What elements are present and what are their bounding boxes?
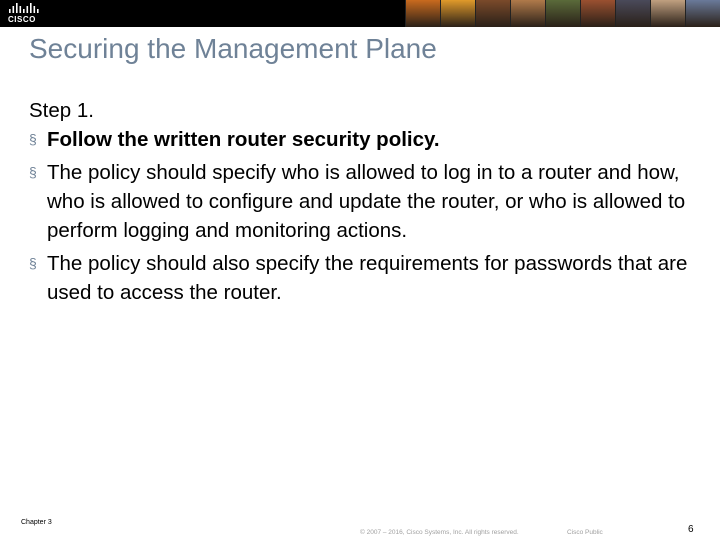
bullet-marker: § [29,131,37,147]
page-number: 6 [688,524,694,535]
bullet-item-3 [29,249,699,307]
header-photo-2 [440,0,475,27]
cisco-bridge-icon [8,3,42,14]
classification-label: Cisco Public [567,529,603,536]
cisco-logo [8,3,42,25]
bullet-marker: § [29,164,37,180]
header-photo-4 [510,0,545,27]
slide-body [29,96,699,311]
bullet-marker: § [29,255,37,271]
bullet-text: The policy should specify who is allowed to log in to a router and how, who is allowed to configure and update the router, or who is allowed to perform logging and monitoring actions. [47,161,686,242]
chapter-label: Chapter 3 [21,519,52,526]
top-banner [0,0,720,27]
header-photo-strip [405,0,720,27]
step-label: Step 1. [29,99,94,122]
copyright-text: © 2007 – 2016, Cisco Systems, Inc. All rights reserved. [360,529,519,536]
header-photo-9 [685,0,720,27]
header-photo-8 [650,0,685,27]
slide-title: Securing the Management Plane [29,33,437,64]
bullet-text: Follow the written router security policy. [47,128,440,151]
bullet-item-1 [29,125,699,154]
header-photo-6 [580,0,615,27]
header-photo-3 [475,0,510,27]
bullet-text: The policy should also specify the requirements for passwords that are used to access the router. [47,252,688,304]
cisco-wordmark: CISCO [8,15,36,24]
header-photo-5 [545,0,580,27]
header-photo-7 [615,0,650,27]
bullet-item-2 [29,158,699,245]
header-photo-1 [405,0,440,27]
